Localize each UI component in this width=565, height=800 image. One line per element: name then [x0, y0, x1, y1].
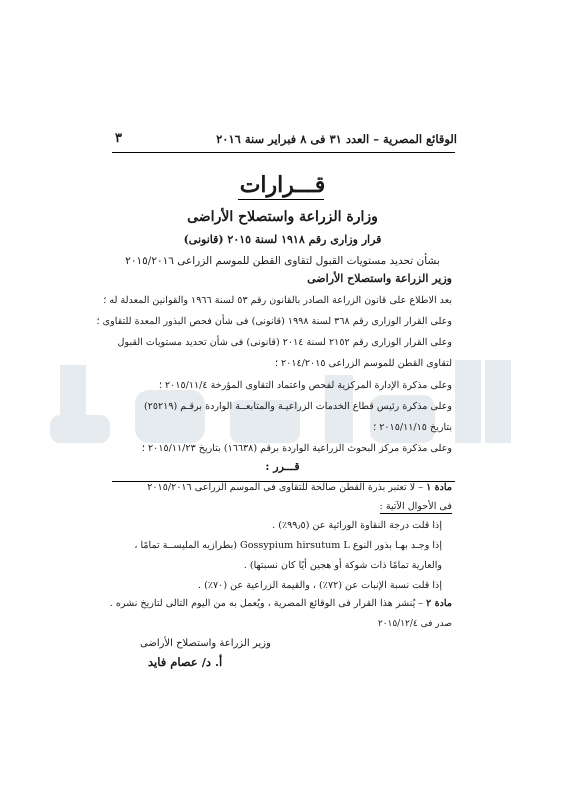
- article-2: [110, 598, 452, 610]
- article-2-text: – يُنشر هذا القرار فى الوقائع المصرية ، ويُعمل به من اليوم التالى لتاريخ نشره .: [109, 598, 427, 609]
- article-1-label: مادة ١: [426, 482, 452, 493]
- running-title: الوقائع المصرية – العدد ٣١ فى ٨ فبراير سنة ٢٠١٦: [216, 132, 457, 146]
- section-title: قـــرارات: [239, 172, 326, 198]
- preamble-line: لتقاوى القطن للموسم الزراعى ٢٠١٤/٢٠١٥ ؛: [274, 358, 452, 369]
- article-1-cases-label: فى الأحوال الآتية :: [379, 501, 452, 512]
- issue-date: صدر فى ٢٠١٥/١٢/٤: [377, 619, 452, 629]
- signature-title: وزير الزراعة واستصلاح الأراضى: [140, 638, 271, 649]
- section-title-underline: [238, 199, 324, 200]
- page-number: ٣: [115, 131, 122, 146]
- issuer-heading: وزير الزراعة واستصلاح الأراضى: [307, 272, 452, 285]
- preamble-line: بعد الاطلاع على قانون الزراعة الصادر بالقانون رقم ٥٣ لسنة ١٩٦٦ والقوانين المعدلة له ؛: [103, 295, 452, 306]
- decides-label: قـــرر :: [265, 460, 300, 473]
- case-item: إذا قلت درجة النقاوة الوراثية عن (٩٩٫٥٪) .: [272, 520, 442, 531]
- case-item: إذا قلت نسبة الإنبات عن (٧٢٪) ، والقيمة الزراعية عن (٧٠٪) .: [198, 580, 442, 591]
- decree-title: قرار وزارى رقم ١٩١٨ لسنة ٢٠١٥ (قانونى): [183, 233, 382, 246]
- case-item: إذا وجـد بهـا بذور النوع Gossypium hirsutum L (بطرازيه المليســة تمامًا ،: [134, 540, 442, 551]
- article-1-text: – لا تعتبر بذرة القطن صالحة للتقاوى فى الموسم الزراعى ٢٠١٥/٢٠١٦: [147, 482, 427, 493]
- preamble-line: وعلى مذكرة الإدارة المركزية لفحص واعتماد التقاوى المؤرخة ٢٠١٥/١١/٤ ؛: [158, 380, 452, 391]
- ministry-heading: وزارة الزراعة واستصلاح الأراضى: [187, 209, 378, 225]
- case-item: والعارية تمامًا ذات شوكة أو هجين أيًا كان نسبتها) .: [243, 560, 442, 571]
- running-header: [115, 132, 457, 150]
- preamble-line: وعلى مذكرة مركز البحوث الزراعية الواردة برقم (١٦٦٣٨) بتاريخ ٢٠١٥/١١/٢٣ ؛: [141, 443, 452, 454]
- preamble-line: وعلى مذكرة رئيس قطاع الخدمات الزراعيـة والمتابعــة الواردة برقـم (٢٥٢١٩): [143, 401, 452, 412]
- article-2-label: مادة ٢: [426, 598, 452, 609]
- preamble-line: وعلى القرار الوزارى رقم ٢١٥٢ لسنة ٢٠١٤ (قانونى) فى شأن تحديد مستويات القبول: [117, 337, 452, 348]
- article-1: [147, 482, 452, 494]
- preamble-line: وعلى القرار الوزارى رقم ٣٦٨ لسنة ١٩٩٨ (قانونى) فى شأن فحص البذور المعدة للتقاوى ؛: [96, 316, 452, 327]
- preamble-line: بتاريخ ٢٠١٥/١١/١٥ ؛: [373, 422, 452, 433]
- decree-subject: بشأن تحديد مستويات القبول لتقاوى القطن للموسم الزراعى ٢٠١٥/٢٠١٦: [125, 255, 440, 267]
- header-rule: [112, 152, 455, 153]
- signature-name: أ. د/ عصام فايد: [148, 655, 223, 669]
